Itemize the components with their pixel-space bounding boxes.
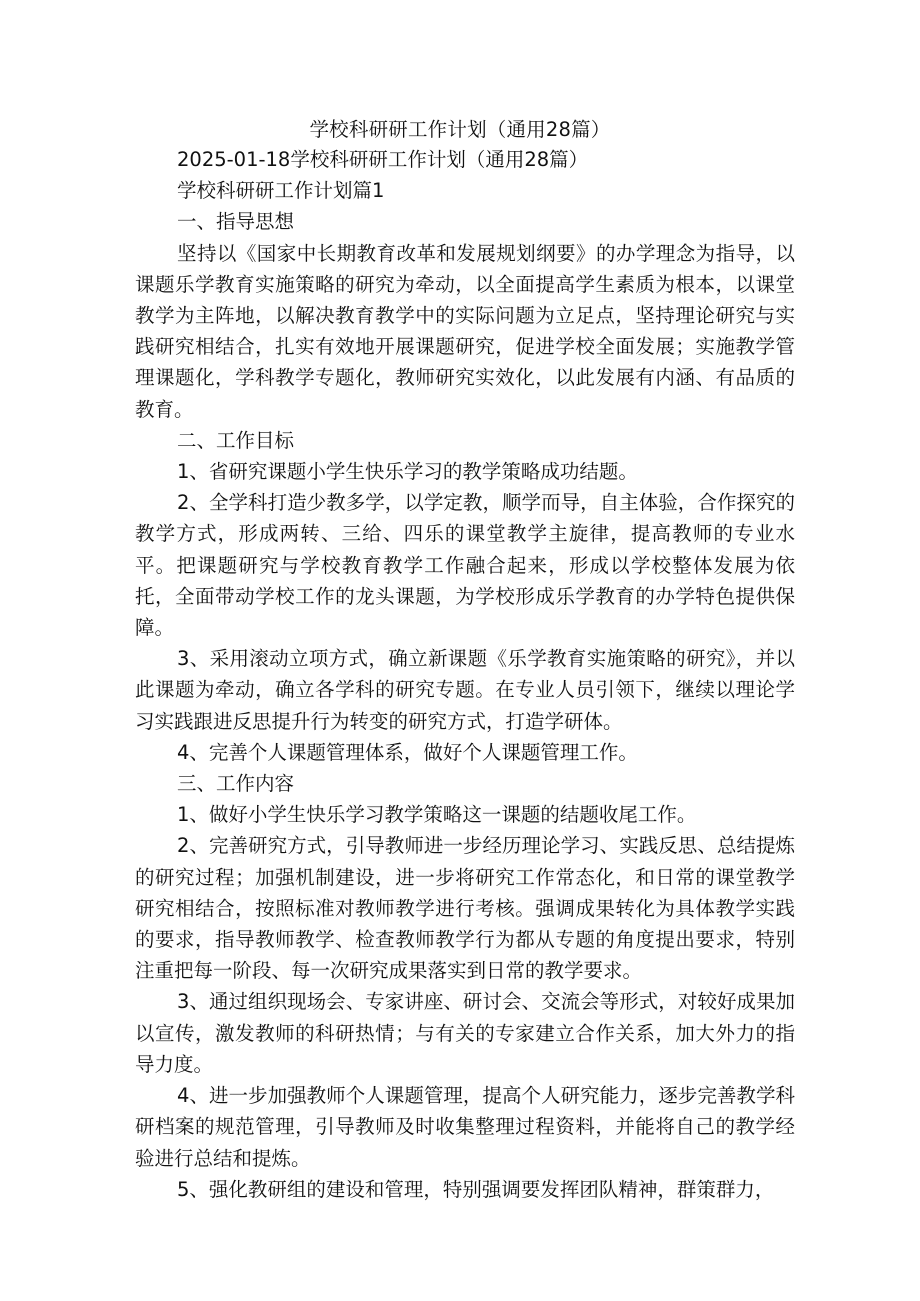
section-heading-work-goals: 二、工作目标 bbox=[177, 428, 295, 452]
list-item: 1、省研究课题小学生快乐学习的教学策略成功结题。 bbox=[177, 460, 638, 484]
document-body bbox=[135, 144, 795, 1205]
list-item: 2、完善研究方式，引导教师进一步经历理论学习、实践反思、总结提炼的研究过程；加强机制建设，进一步将研究工作常态化，和日常的课堂教学研究相结合，按照标准对教师教学进行考核。强调成果转化为具体教学实践的要求，指导教师教学、检查教师教学行为都从专题的角度提出要求，特别注重把每一阶段、每一次研究成果落实到日常的教学要求。 bbox=[135, 834, 795, 983]
document-subtitle: 学校科研研工作计划篇1 bbox=[177, 179, 385, 203]
document-title: 学校科研研工作计划（通用28篇） bbox=[309, 118, 611, 141]
list-item: 3、采用滚动立项方式，确立新课题《乐学教育实施策略的研究》，并以此课题为牵动，确立各学科的研究专题。在专业人员引领下，继续以理论学习实践跟进反思提升行为转变的研究方式，打造学研体。 bbox=[135, 647, 795, 733]
list-item: 1、做好小学生快乐学习教学策略这一课题的结题收尾工作。 bbox=[177, 803, 697, 827]
paragraph: 坚持以《国家中长期教育改革和发展规划纲要》的办学理念为指导，以课题乐学教育实施策略的研究为牵动，以全面提高学生素质为根本，以课堂教学为主阵地，以解决教育教学中的实际问题为立足点，坚持理论研究与实践研究相结合，扎实有效地开展课题研究，促进学校全面发展；实施教学管理课题化，学科教学专题化，教师研究实效化，以此发展有内涵、有品质的教育。 bbox=[135, 241, 795, 421]
list-item: 5、强化教研组的建设和管理，特别强调要发挥团队精神，群策群力， bbox=[177, 1177, 775, 1201]
list-item: 4、完善个人课题管理体系，做好个人课题管理工作。 bbox=[177, 740, 638, 764]
section-heading-work-content: 三、工作内容 bbox=[177, 772, 295, 796]
list-item: 3、通过组织现场会、专家讲座、研讨会、交流会等形式，对较好成果加以宣传，激发教师的科研热情；与有关的专家建立合作关系，加大外力的指导力度。 bbox=[135, 990, 795, 1076]
dateline: 2025-01-18学校科研研工作计划（通用28篇） bbox=[177, 148, 589, 171]
list-item: 2、全学科打造少教多学，以学定教，顺学而导，自主体验，合作探究的教学方式，形成两转、三给、四乐的课堂教学主旋律，提高教师的专业水平。把课题研究与学校教育教学工作融合起来，形成以学校整体发展为依托，全面带动学校工作的龙头课题，为学校形成乐学教育的办学特色提供保障。 bbox=[135, 491, 795, 640]
section-heading-guiding-ideology: 一、指导思想 bbox=[177, 210, 295, 234]
list-item: 4、进一步加强教师个人课题管理，提高个人研究能力，逐步完善教学科研档案的规范管理，引导教师及时收集整理过程资料，并能将自己的教学经验进行总结和提炼。 bbox=[135, 1084, 795, 1170]
